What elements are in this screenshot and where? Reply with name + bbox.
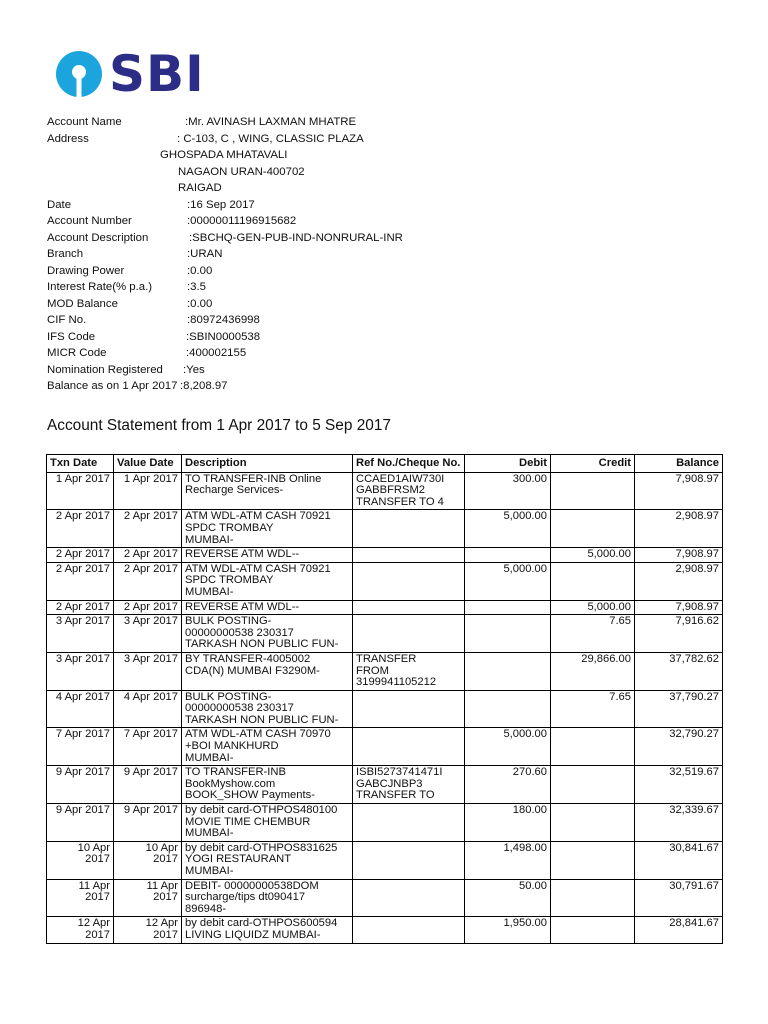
field-label: CIF No. [47,314,87,326]
field-label: MOD Balance [47,297,118,310]
description-cell: by debit card-OTHPOS600594 LIVING LIQUIDZ MUMBAI- [182,917,353,943]
description-cell: ATM WDL-ATM CASH 70921 SPDC TROMBAY MUMBAI- [182,562,353,600]
credit-cell [551,472,635,510]
debit-cell: 5,000.00 [465,510,551,548]
table-row [47,652,723,690]
table-row [47,600,723,615]
value-date-cell: 7 Apr 2017 [114,728,182,766]
field-value: NAGAON URAN-400702 [178,165,305,178]
statement-title: Account Statement from 1 Apr 2017 to 5 Sep 2017 [47,417,391,434]
table-row [47,615,723,653]
table-row [47,917,723,943]
balance-cell: 7,908.97 [635,548,723,563]
description-cell: DEBIT- 00000000538DOM surcharge/tips dt090417 896948- [182,879,353,917]
field-value: :Mr. AVINASH LAXMAN MHATRE [185,116,357,128]
debit-cell: 1,950.00 [465,917,551,943]
ref-no-cell [353,879,465,917]
description-cell: ATM WDL-ATM CASH 70921 SPDC TROMBAY MUMBAI- [182,510,353,548]
field-label: Account Name [47,116,122,128]
balance-cell: 30,791.67 [635,879,723,917]
table-row [47,841,723,879]
balance-cell: 32,339.67 [635,804,723,842]
credit-cell: 7.65 [551,615,635,653]
field-label: Nomination Registered [47,363,163,376]
field-value: :8,208.97 [180,380,228,392]
description-cell: ATM WDL-ATM CASH 70970 +BOI MANKHURD MUMBAI- [182,728,353,766]
field-value: :Yes [183,363,205,376]
credit-cell: 5,000.00 [551,548,635,563]
txn-date-cell: 2 Apr 2017 [47,548,114,563]
ref-no-cell: CCAED1AIW730I GABBFRSM2 TRANSFER TO 4 [353,472,465,510]
ref-no-cell [353,562,465,600]
field-value: :80972436998 [187,314,260,326]
credit-cell: 29,866.00 [551,652,635,690]
txn-date-cell: 3 Apr 2017 [47,615,114,653]
sbi-keyhole-logo-icon [55,50,103,98]
txn-date-cell: 2 Apr 2017 [47,510,114,548]
col-header-credit: Credit [551,455,635,473]
debit-cell [465,615,551,653]
sbi-logo [55,45,205,103]
ref-no-cell: ISBI5273741471I GABCJNBP3 TRANSFER TO [353,766,465,804]
balance-cell: 28,841.67 [635,917,723,943]
credit-cell [551,766,635,804]
ref-no-cell [353,615,465,653]
balance-cell: 7,908.97 [635,600,723,615]
debit-cell [465,600,551,615]
description-cell: by debit card-OTHPOS480100 MOVIE TIME CHEMBUR MUMBAI- [182,804,353,842]
txn-date-cell: 4 Apr 2017 [47,690,114,728]
ref-no-cell [353,690,465,728]
balance-cell: 7,908.97 [635,472,723,510]
field-value: :400002155 [186,347,247,359]
field-value: :URAN [187,248,223,260]
debit-cell: 270.60 [465,766,551,804]
credit-cell [551,804,635,842]
table-header-row [47,455,723,473]
field-value: :3.5 [187,281,206,293]
field-label: Date [47,198,72,211]
table-row [47,879,723,917]
col-header-balance: Balance [635,455,723,473]
debit-cell [465,652,551,690]
value-date-cell: 11 Apr 2017 [114,879,182,917]
field-value: RAIGAD [178,182,222,194]
col-header-value-date: Value Date [114,455,182,473]
balance-cell: 32,519.67 [635,766,723,804]
ref-no-cell [353,917,465,943]
col-header-ref-no: Ref No./Cheque No. [353,455,465,473]
table-row [47,690,723,728]
balance-cell: 37,790.27 [635,690,723,728]
description-cell: REVERSE ATM WDL-- [182,600,353,615]
debit-cell: 1,498.00 [465,841,551,879]
value-date-cell: 2 Apr 2017 [114,510,182,548]
col-header-txn-date: Txn Date [47,455,114,473]
field-label: IFS Code [47,330,96,343]
description-cell: TO TRANSFER-INB BookMyshow.com BOOK_SHOW Payments- [182,766,353,804]
col-header-description: Description [182,455,353,473]
credit-cell [551,879,635,917]
table-row [47,472,723,510]
debit-cell: 50.00 [465,879,551,917]
field-value: :SBIN0000538 [186,330,261,343]
field-label: Account Description [47,231,149,244]
field-value: GHOSPADA MHATAVALI [160,149,288,161]
credit-cell: 7.65 [551,690,635,728]
ref-no-cell [353,548,465,563]
debit-cell [465,548,551,563]
table-row [47,804,723,842]
txn-date-cell: 2 Apr 2017 [47,562,114,600]
value-date-cell: 9 Apr 2017 [114,804,182,842]
table-row [47,562,723,600]
debit-cell: 5,000.00 [465,728,551,766]
table-row [47,766,723,804]
credit-cell [551,562,635,600]
txn-date-cell: 1 Apr 2017 [47,472,114,510]
credit-cell [551,917,635,943]
field-value: :16 Sep 2017 [187,198,255,211]
ref-no-cell [353,804,465,842]
field-value: :SBCHQ-GEN-PUB-IND-NONRURAL-INR [189,231,403,244]
value-date-cell: 2 Apr 2017 [114,548,182,563]
ref-no-cell [353,600,465,615]
description-cell: BULK POSTING- 00000000538 230317 TARKASH NON PUBLIC FUN- [182,690,353,728]
field-value: :0.00 [187,297,213,310]
txn-date-cell: 11 Apr 2017 [47,879,114,917]
description-cell: BULK POSTING- 00000000538 230317 TARKASH NON PUBLIC FUN- [182,615,353,653]
field-label: Interest Rate(% p.a.) [47,281,153,293]
txn-date-cell: 12 Apr 2017 [47,917,114,943]
field-label: Drawing Power [47,264,125,277]
balance-cell: 2,908.97 [635,562,723,600]
description-cell: REVERSE ATM WDL-- [182,548,353,563]
credit-cell [551,841,635,879]
debit-cell [465,690,551,728]
txn-date-cell: 10 Apr 2017 [47,841,114,879]
ref-no-cell [353,510,465,548]
table-row [47,510,723,548]
brand-name: SBI [109,45,205,103]
txn-date-cell: 7 Apr 2017 [47,728,114,766]
table-row [47,728,723,766]
ref-no-cell [353,728,465,766]
debit-cell: 300.00 [465,472,551,510]
value-date-cell: 2 Apr 2017 [114,562,182,600]
credit-cell: 5,000.00 [551,600,635,615]
balance-cell: 7,916.62 [635,615,723,653]
col-header-debit: Debit [465,455,551,473]
debit-cell: 5,000.00 [465,562,551,600]
value-date-cell: 3 Apr 2017 [114,652,182,690]
value-date-cell: 2 Apr 2017 [114,600,182,615]
field-label: Branch [47,248,84,260]
balance-cell: 30,841.67 [635,841,723,879]
transactions-table [46,454,723,944]
description-cell: BY TRANSFER-4005002 CDA(N) MUMBAI F3290M- [182,652,353,690]
value-date-cell: 3 Apr 2017 [114,615,182,653]
value-date-cell: 4 Apr 2017 [114,690,182,728]
field-label: Address [47,132,89,145]
field-label: Balance as on 1 Apr 2017 [47,380,178,392]
field-label: MICR Code [47,347,107,359]
description-cell: by debit card-OTHPOS831625 YOGI RESTAURANT MUMBAI- [182,841,353,879]
txn-date-cell: 2 Apr 2017 [47,600,114,615]
ref-no-cell: TRANSFER FROM 3199941105212 [353,652,465,690]
credit-cell [551,510,635,548]
txn-date-cell: 3 Apr 2017 [47,652,114,690]
ref-no-cell [353,841,465,879]
field-label: Account Number [47,215,132,227]
balance-cell: 37,782.62 [635,652,723,690]
debit-cell: 180.00 [465,804,551,842]
value-date-cell: 1 Apr 2017 [114,472,182,510]
value-date-cell: 9 Apr 2017 [114,766,182,804]
description-cell: TO TRANSFER-INB Online Recharge Services- [182,472,353,510]
credit-cell [551,728,635,766]
value-date-cell: 10 Apr 2017 [114,841,182,879]
field-value: : C-103, C , WING, CLASSIC PLAZA [177,132,364,145]
balance-cell: 2,908.97 [635,510,723,548]
balance-cell: 32,790.27 [635,728,723,766]
field-value: :0.00 [187,264,213,277]
value-date-cell: 12 Apr 2017 [114,917,182,943]
txn-date-cell: 9 Apr 2017 [47,804,114,842]
field-value: :00000011196915682 [187,215,297,227]
txn-date-cell: 9 Apr 2017 [47,766,114,804]
table-row [47,548,723,563]
